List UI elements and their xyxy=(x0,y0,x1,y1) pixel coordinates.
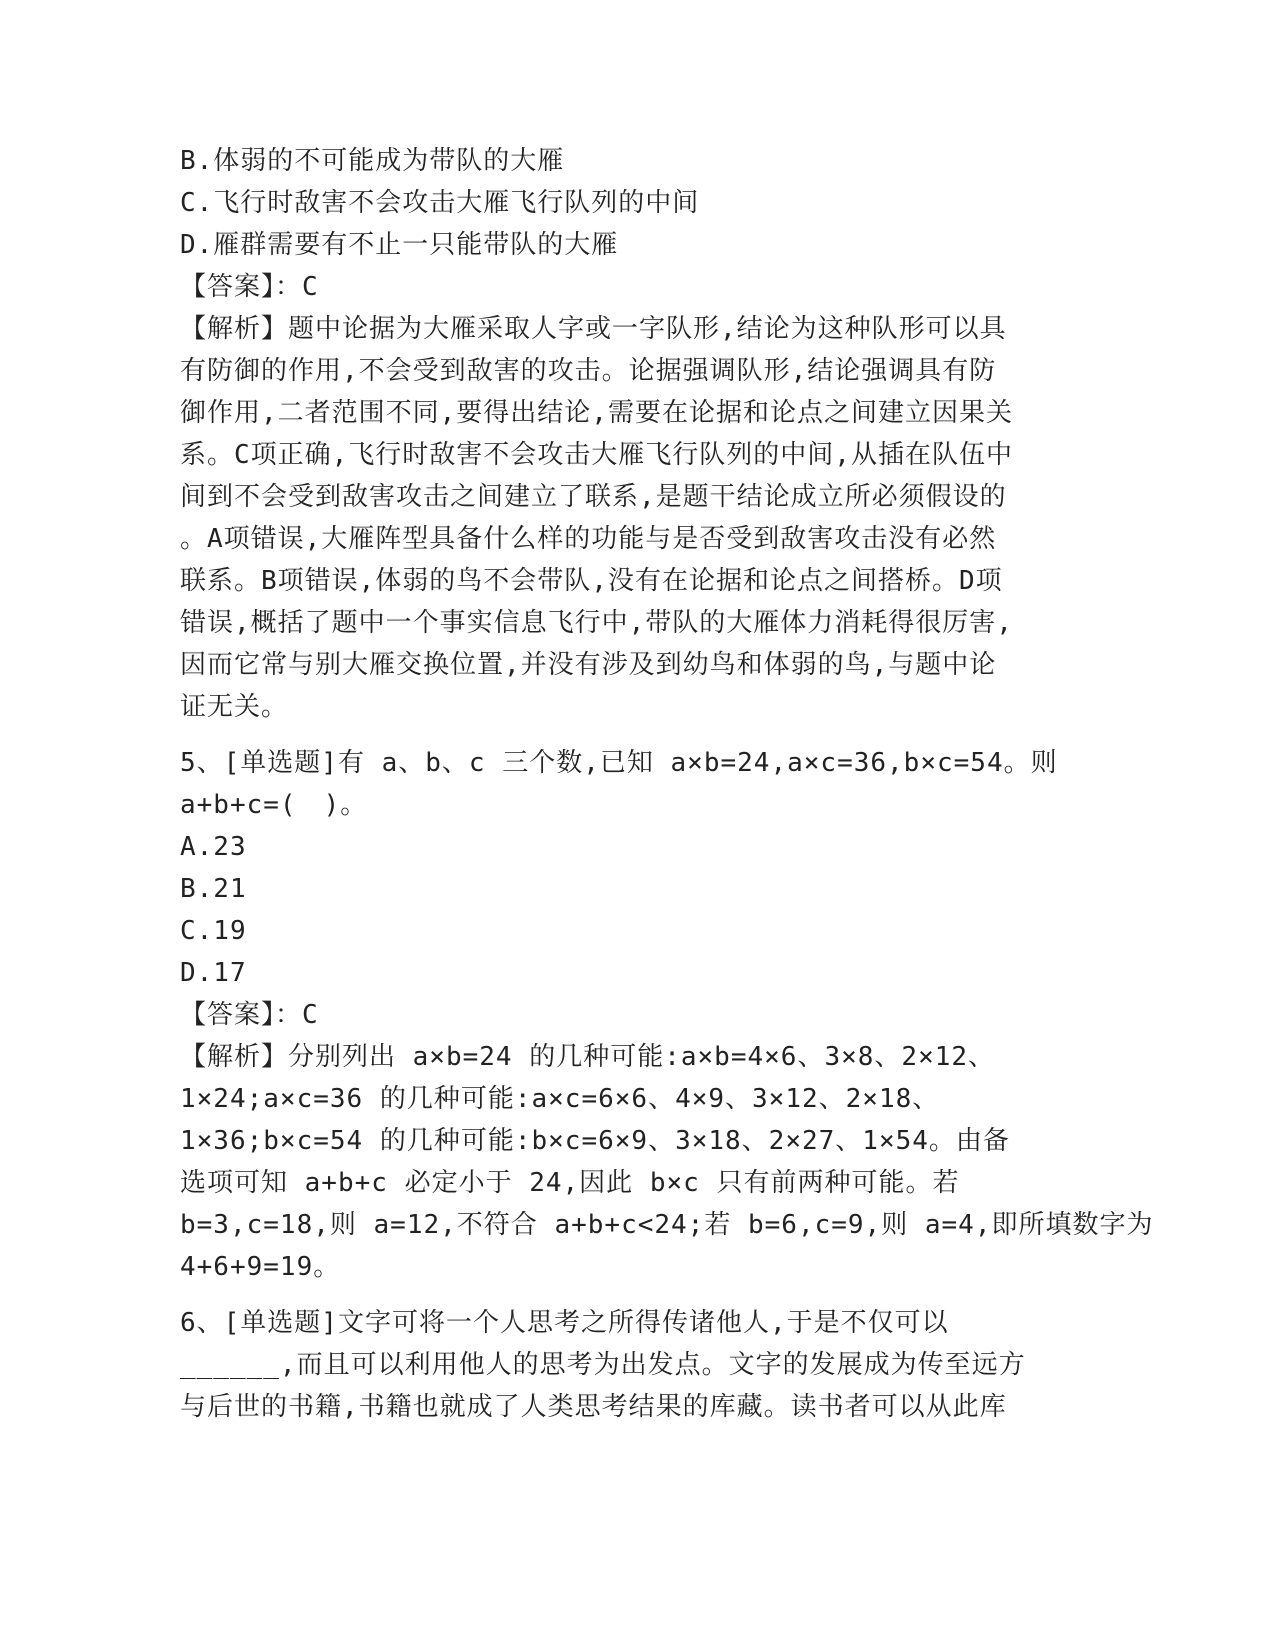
analysis-line: b=3,c=18,则 a=12,不符合 a+b+c<24;若 b=6,c=9,则 a=4,即所填数字为 xyxy=(180,1210,1154,1240)
analysis-line: 1×36;b×c=54 的几种可能:b×c=6×9、3×18、2×27、1×54。由备 xyxy=(180,1126,1010,1156)
analysis-line: 御作用,二者范围不同,要得出结论,需要在论据和论点之间建立因果关 xyxy=(180,398,1013,428)
analysis-line: 4+6+9=19。 xyxy=(180,1252,341,1282)
option-b: B.21 xyxy=(180,874,247,904)
question-stem-line: 5、[单选题]有 a、b、c 三个数,已知 a×b=24,a×c=36,b×c=54。则 xyxy=(180,748,1058,778)
section-gap xyxy=(180,1288,1060,1302)
question-stem-line: a+b+c=( )。 xyxy=(180,790,368,820)
question-stem-line: ______,而且可以利用他人的思考为出发点。文字的发展成为传至远方 xyxy=(180,1350,1026,1380)
analysis-line: 错误,概括了题中一个事实信息飞行中,带队的大雁体力消耗得很厉害, xyxy=(180,608,1013,638)
analysis-block xyxy=(180,308,1060,728)
analysis-line: 1×24;a×c=36 的几种可能:a×c=6×6、4×9、3×12、2×18、 xyxy=(180,1084,940,1114)
analysis-block xyxy=(180,1036,1154,1288)
analysis-line: 联系。B项错误,体弱的鸟不会带队,没有在论据和论点之间搭桥。D项 xyxy=(180,566,1003,596)
answer-line: 【答案】：C xyxy=(180,1000,319,1030)
analysis-line: 系。C项正确,飞行时敌害不会攻击大雁飞行队列的中间,从插在队伍中 xyxy=(180,440,1013,470)
analysis-line: 证无关。 xyxy=(180,692,289,722)
analysis-line: 。A项错误,大雁阵型具备什么样的功能与是否受到敌害攻击没有必然 xyxy=(180,524,997,554)
analysis-line: 间到不会受到敌害攻击之间建立了联系,是题干结论成立所必须假设的 xyxy=(180,482,1007,512)
analysis-line: 因而它常与别大雁交换位置,并没有涉及到幼鸟和体弱的鸟,与题中论 xyxy=(180,650,997,680)
option-d: D.17 xyxy=(180,958,247,988)
answer-line: 【答案】：C xyxy=(180,272,319,302)
analysis-line: 有防御的作用,不会受到敌害的攻击。论据强调队形,结论强调具有防 xyxy=(180,356,997,386)
document-page xyxy=(180,140,1154,1428)
question-stem-line: 与后世的书籍,书籍也就成了人类思考结果的库藏。读书者可以从此库 xyxy=(180,1392,1007,1422)
question-stem-line: 6、[单选题]文字可将一个人思考之所得传诸他人,于是不仅可以 xyxy=(180,1308,949,1338)
option-c: C.19 xyxy=(180,916,247,946)
analysis-line: 【解析】分别列出 a×b=24 的几种可能:a×b=4×6、3×8、2×12、 xyxy=(180,1042,996,1072)
option-d: D.雁群需要有不止一只能带队的大雁 xyxy=(180,230,619,260)
section-gap xyxy=(180,728,1060,742)
question-4-continued xyxy=(180,140,1060,728)
option-b: B.体弱的不可能成为带队的大雁 xyxy=(180,146,565,176)
analysis-line: 选项可知 a+b+c 必定小于 24,因此 b×c 只有前两种可能。若 xyxy=(180,1168,960,1198)
question-6 xyxy=(180,1302,1060,1428)
option-c: C.飞行时敌害不会攻击大雁飞行队列的中间 xyxy=(180,188,700,218)
analysis-line: 【解析】题中论据为大雁采取人字或一字队形,结论为这种队形可以具 xyxy=(180,314,1007,344)
question-5 xyxy=(180,742,1154,1288)
option-a: A.23 xyxy=(180,832,247,862)
